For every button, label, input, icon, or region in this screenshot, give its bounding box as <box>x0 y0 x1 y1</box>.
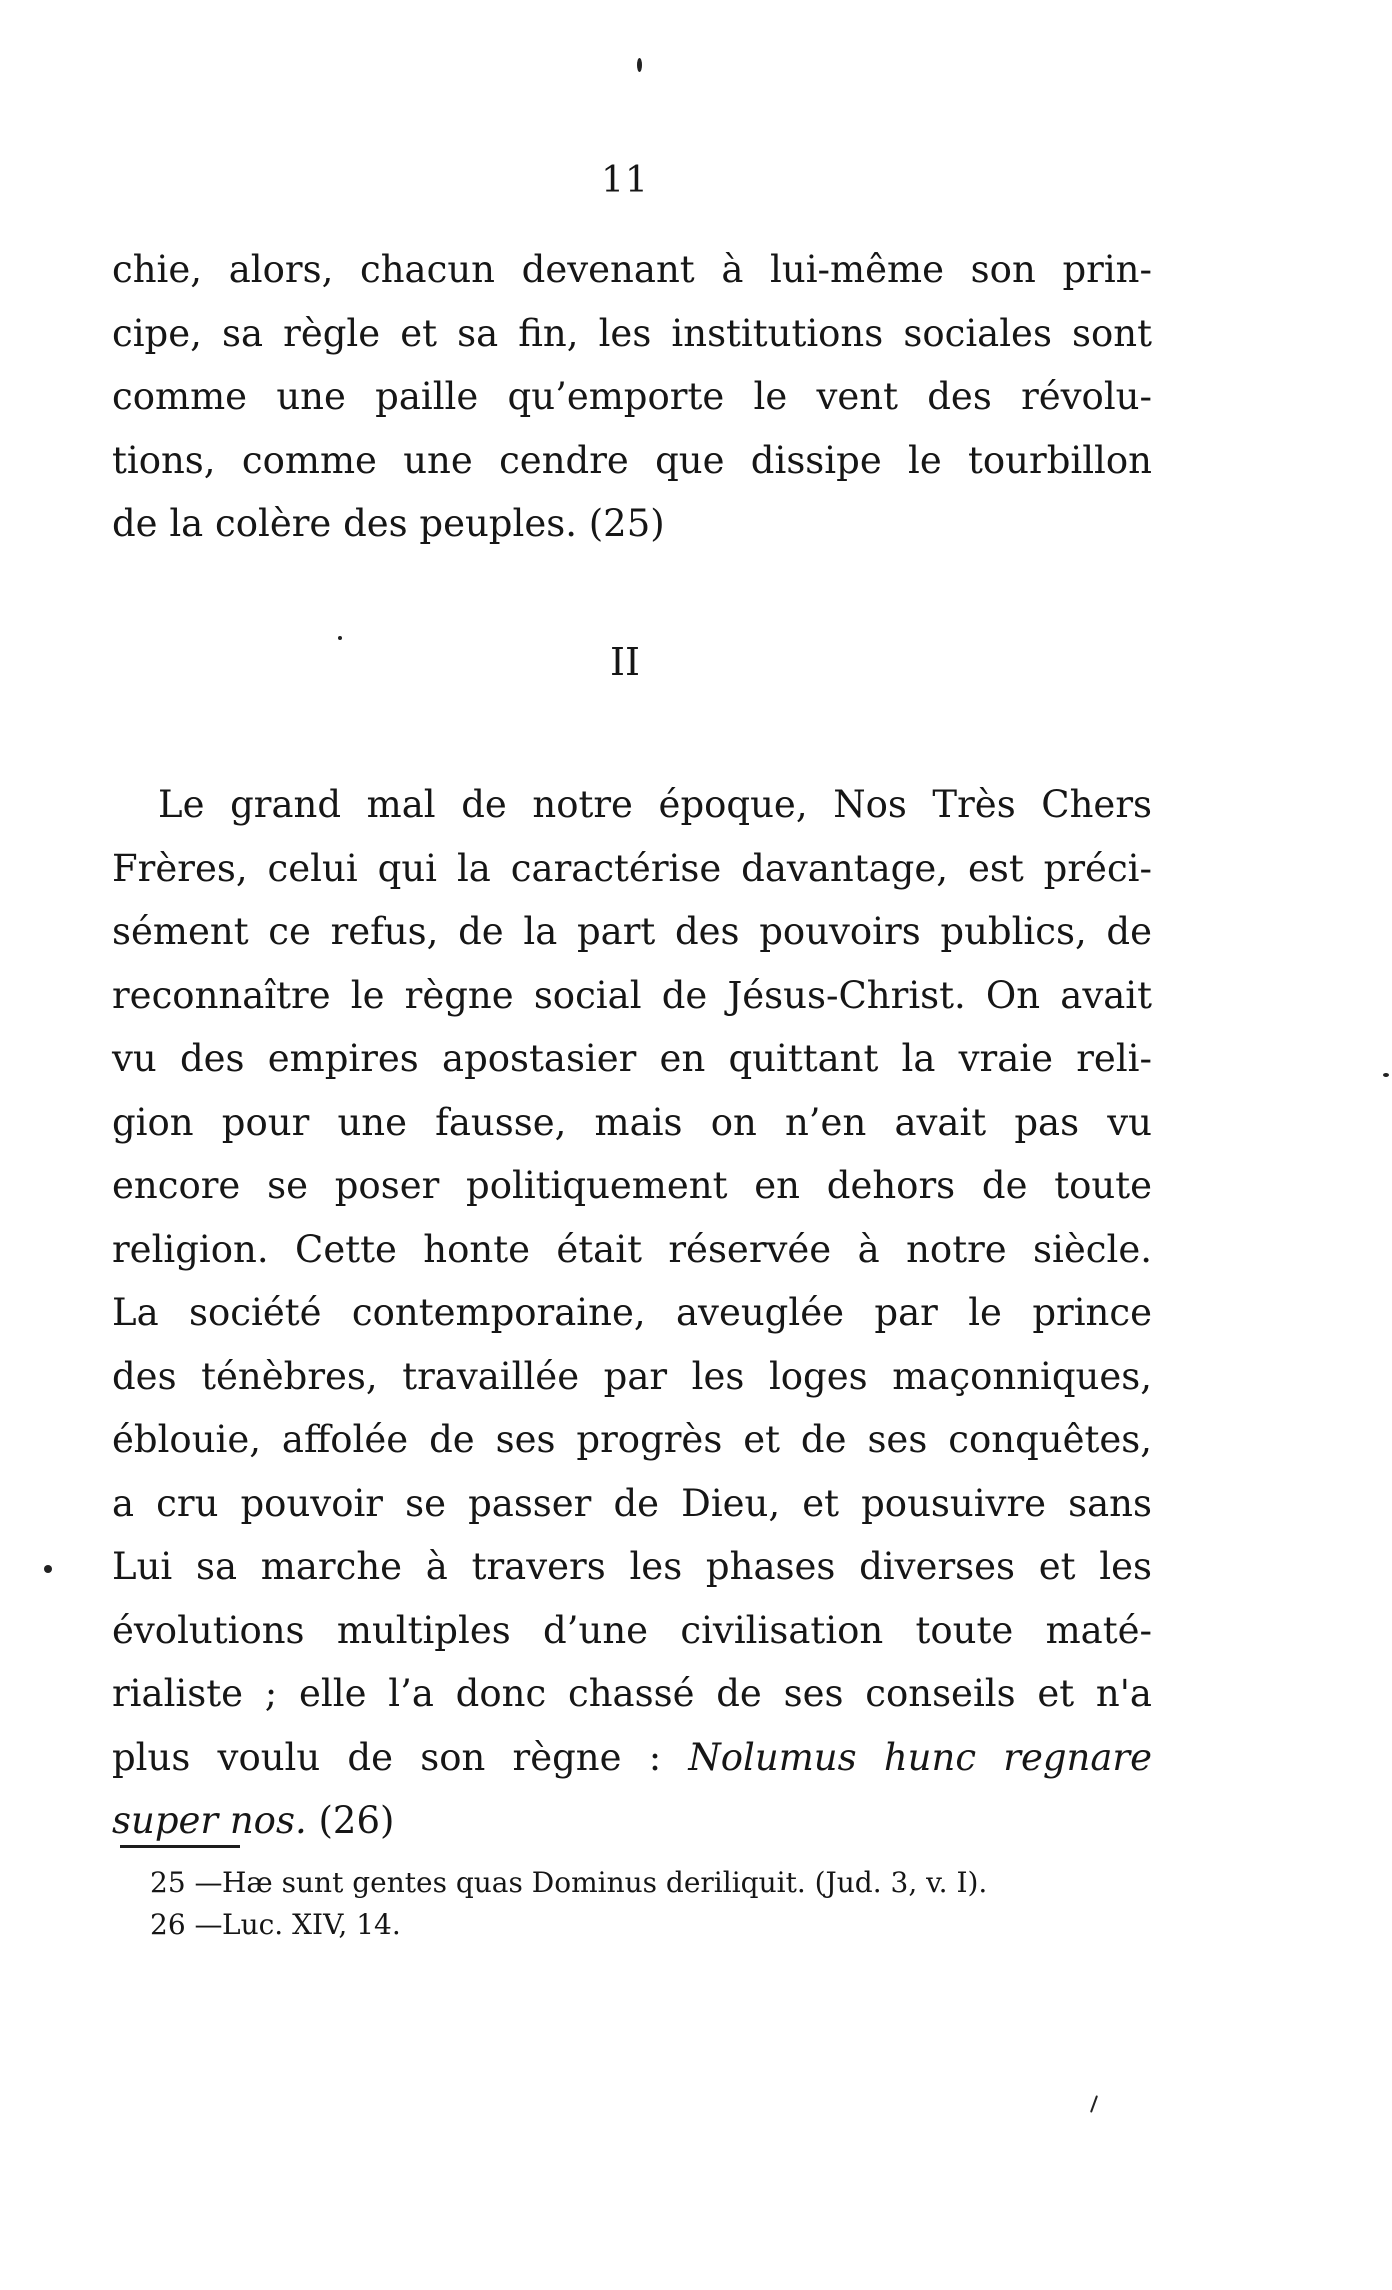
footnote-ref: (26) <box>306 1799 395 1842</box>
footnote-text: Hæ sunt gentes quas Dominus deriliquit. (Jud. 3, v. I). <box>222 1866 988 1899</box>
footnote-number: 25 — <box>150 1866 223 1899</box>
paragraph-line: a cru pouvoir se passer de Dieu, et pousuivre sans <box>112 1481 1152 1525</box>
paragraph-line <box>112 1789 1152 1853</box>
footnote-text: Luc. XIV, 14. <box>222 1908 401 1941</box>
paragraph-line: Frères, celui qui la caractérise davantage, est préci- <box>112 846 1152 890</box>
footnotes <box>150 1862 1100 1946</box>
paragraph-line: des ténèbres, travaillée par les loges maçonniques, <box>112 1354 1152 1398</box>
paragraph-line: de la colère des peuples. (25) <box>112 502 665 545</box>
paragraph-line: La société contemporaine, aveuglée par le prince <box>112 1291 1152 1334</box>
scan-speck <box>1383 1073 1389 1077</box>
paragraph-line: religion. Cette honte était réservée à notre siècle. <box>112 1227 1152 1271</box>
paragraph-line: évolutions multiples d’une civilisation toute maté- <box>112 1608 1152 1652</box>
page-number: 11 <box>601 160 649 201</box>
footnote-number: 26 — <box>150 1908 223 1941</box>
paragraph-line: comme une paille qu’emporte le vent des révolu- <box>112 375 1152 418</box>
paragraph-line: éblouie, affolée de ses progrès et de ses conquêtes, <box>112 1418 1152 1461</box>
paragraph-line: Le grand mal de notre époque, Nos Très Chers <box>158 783 1152 826</box>
main-paragraph <box>112 773 1152 1853</box>
footnote-divider <box>120 1845 240 1848</box>
paragraph-line: reconnaître le règne social de Jésus-Christ. On avait <box>112 973 1152 1017</box>
paragraph-line: gion pour une fausse, mais on n’en avait pas vu <box>112 1100 1152 1144</box>
paragraph-line: chie, alors, chacun devenant à lui-même son prin- <box>112 248 1152 291</box>
paragraph-line: vu des empires apostasier en quittant la vraie reli- <box>112 1037 1152 1080</box>
scan-speck <box>338 636 342 640</box>
paragraph-line: rialiste ; elle l’a donc chassé de ses conseils et n'a <box>112 1672 1152 1715</box>
paragraph-line <box>112 1726 1152 1790</box>
scan-speck <box>1090 2095 1098 2113</box>
latin-quote: Nolumus hunc regnare <box>688 1735 1152 1779</box>
paragraph-line: cipe, sa règle et sa fin, les institutions sociales sont <box>112 311 1152 355</box>
section-heading: II <box>609 640 641 684</box>
paragraph-line: encore se poser politiquement en dehors de toute <box>112 1164 1152 1207</box>
paragraph-line: sément ce refus, de la part des pouvoirs publics, de <box>112 910 1152 953</box>
footnote <box>150 1904 1100 1946</box>
scan-speck <box>637 58 642 72</box>
scan-speck <box>44 1565 52 1573</box>
top-paragraph <box>112 238 1152 556</box>
latin-quote: super nos. <box>112 1799 307 1842</box>
footnote <box>150 1862 1100 1904</box>
line-text: plus voulu de son règne : <box>112 1735 689 1779</box>
paragraph-line: Lui sa marche à travers les phases diverses et les <box>112 1545 1152 1588</box>
paragraph-line: tions, comme une cendre que dissipe le tourbillon <box>112 438 1152 482</box>
